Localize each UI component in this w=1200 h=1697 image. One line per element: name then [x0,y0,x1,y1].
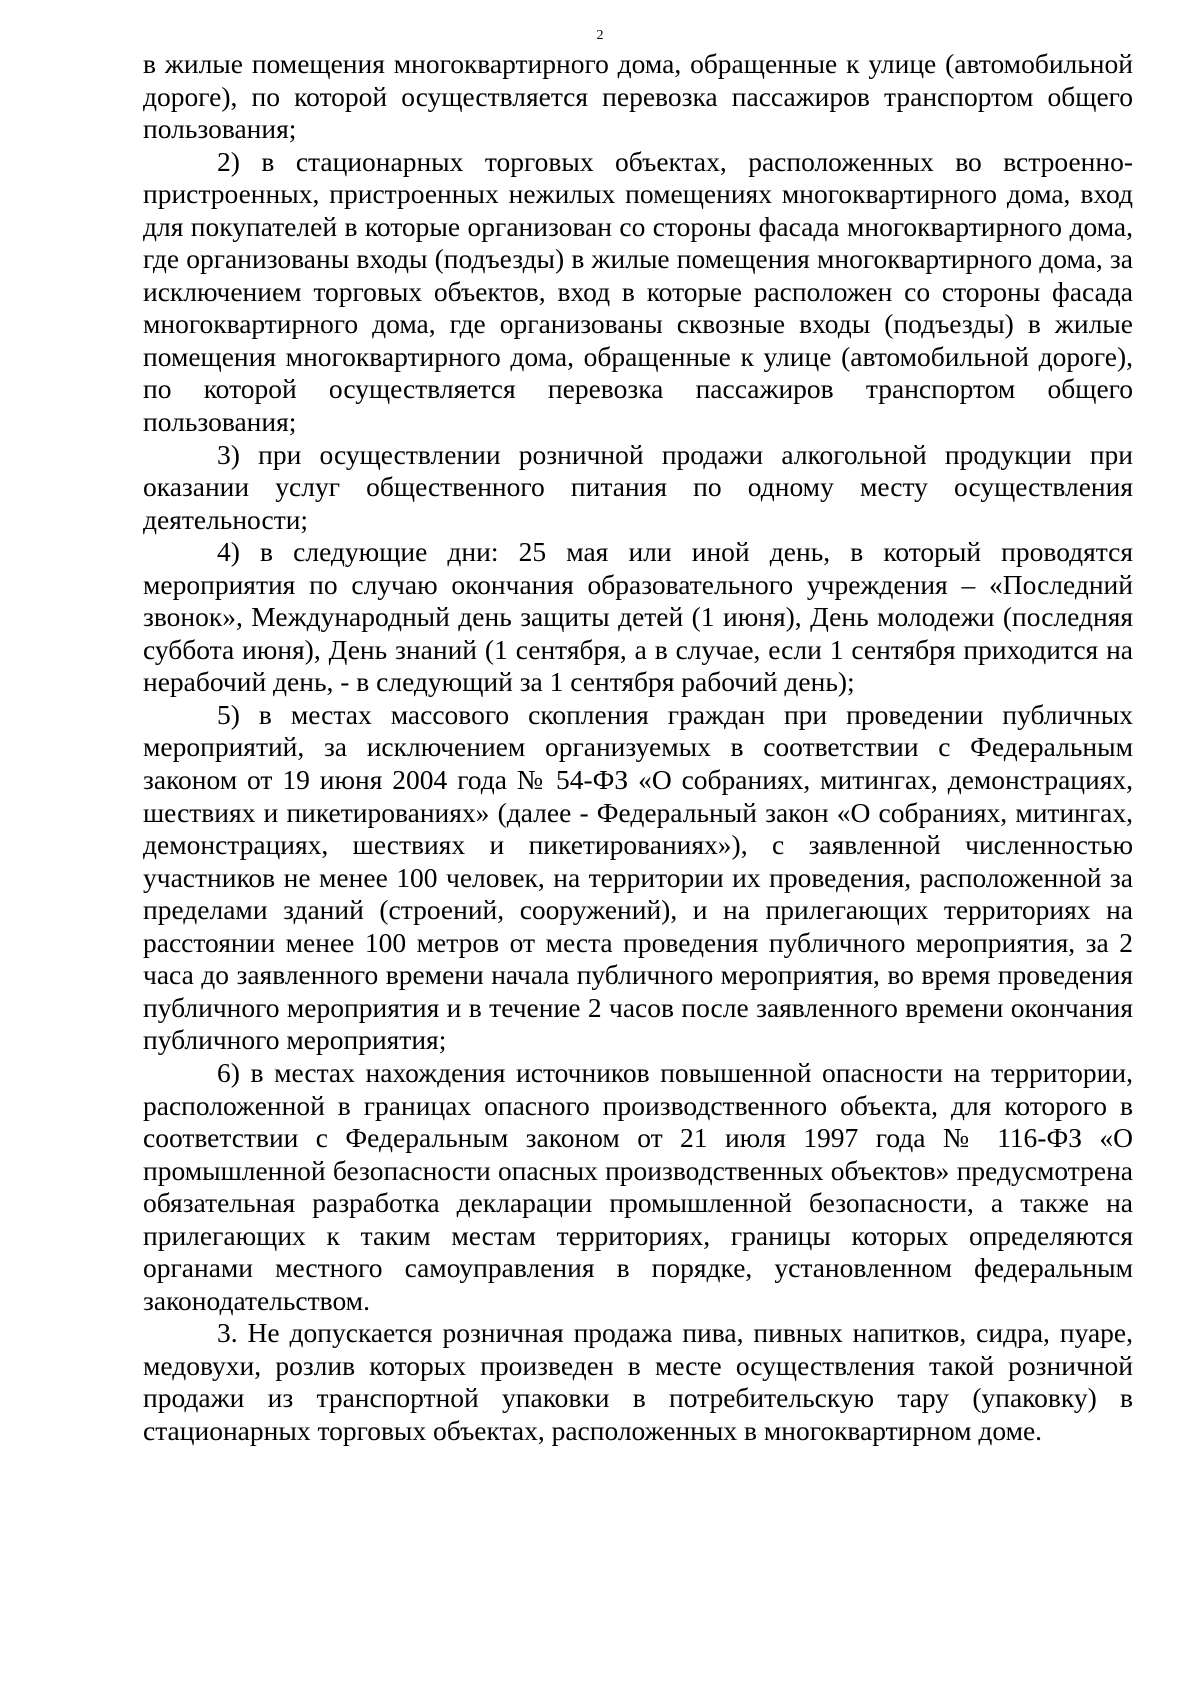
paragraph-item-2: 2) в стационарных торговых объектах, расположенных во встроенно-пристроенных, пристроенных нежилых помещениях многоквартирного дома, вход для покупателей в которые организован со стороны фасада многоквартирного дома, где организованы входы (подъезды) в жилые помещения многоквартирного дома, за исключением торговых объектов, вход в которые расположен со стороны фасада многоквартирного дома, где организованы сквозные входы (подъезды) в жилые помещения многоквартирного дома, обращенные к улице (автомобильной дороге), по которой осуществляется перевозка пассажиров транспортом общего пользования; [143,145,1133,438]
paragraph-item-4: 4) в следующие дни: 25 мая или иной день, в который проводятся мероприятия по случаю окончания образовательного учреждения – «Последний звонок», Международный день защиты детей (1 июня), День молодежи (последняя суббота июня), День знаний (1 сентября, а в случае, если 1 сентября приходится на нерабочий день, - в следующий за 1 сентября рабочий день); [143,536,1133,698]
paragraph-item-6: 6) в местах нахождения источников повышенной опасности на территории, расположенной в границах опасного производственного объекта, для которого в соответствии с Федеральным законом от 21 июля 1997 года № 116-ФЗ «О промышленной безопасности опасных производственных объектов» предусмотрена обязательная разработка декларации промышленной безопасности, а также на прилегающих к таким местам территориях, границы которых определяются органами местного самоуправления в порядке, установленном федеральным законодательством. [143,1056,1133,1316]
paragraph-item-3: 3) при осуществлении розничной продажи алкогольной продукции при оказании услуг общественного питания по одному месту осуществления деятельности; [143,438,1133,535]
paragraph-item-5: 5) в местах массового скопления граждан при проведении публичных мероприятий, за исключением организуемых в соответствии с Федеральным законом от 19 июня 2004 года № 54-ФЗ «О собраниях, митингах, демонстрациях, шествиях и пикетированиях» (далее - Федеральный закон «О собраниях, митингах, демонстрациях, шествиях и пикетированиях»), с заявленной численностью участников не менее 100 человек, на территории их проведения, расположенной за пределами зданий (строений, сооружений), и на прилегающих территориях на расстоянии менее 100 метров от места проведения публичного мероприятия, за 2 часа до заявленного времени начала публичного мероприятия, во время проведения публичного мероприятия и в течение 2 часов после заявленного времени окончания публичного мероприятия; [143,698,1133,1056]
page-number: 2 [596,28,604,43]
paragraph-section-3: 3. Не допускается розничная продажа пива, пивных напитков, сидра, пуаре, медовухи, розлив которых произведен в месте осуществления такой розничной продажи из транспортной упаковки в потребительскую тару (упаковку) в стационарных торговых объектах, расположенных в многоквартирном доме. [143,1317,1133,1446]
paragraph-continuation: в жилые помещения многоквартирного дома, обращенные к улице (автомобильной дороге), по которой осуществляется перевозка пассажиров транспортом общего пользования; [143,48,1133,145]
document-body [143,48,1133,1448]
